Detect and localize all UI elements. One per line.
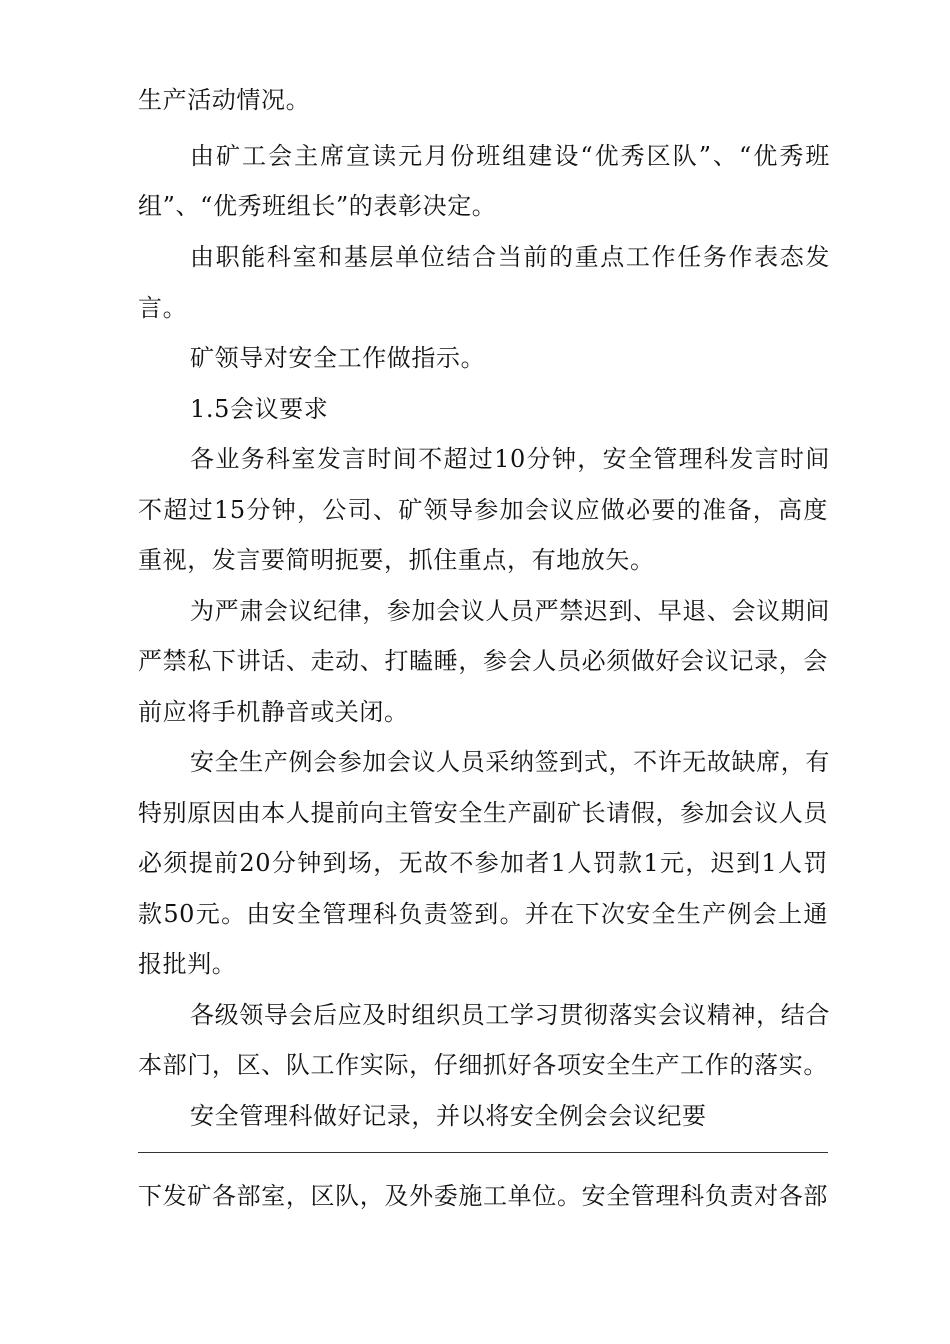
text-line-13: 前应将手机静音或关闭。 bbox=[138, 698, 409, 726]
text-line-6: 矿领导对安全工作做指示。 bbox=[190, 344, 486, 372]
text-line-17: 款50元。由安全管理科负责签到。并在下次安全生产例会上通 bbox=[138, 900, 828, 928]
text-line-18: 报批判。 bbox=[138, 950, 237, 978]
text-line-1: 生产活动情况。 bbox=[138, 86, 311, 114]
text-line-4: 由职能科室和基层单位结合当前的重点工作任务作表态发 bbox=[190, 243, 830, 271]
text-line-2: 由矿工会主席宣读元月份班组建设“优秀区队”、“优秀班 bbox=[190, 142, 830, 170]
text-line-10: 重视，发言要简明扼要，抓住重点，有地放矢。 bbox=[138, 546, 655, 574]
text-line-12: 严禁私下讲话、走动、打瞌睡，参会人员必须做好会议记录，会 bbox=[138, 647, 828, 675]
text-line-15: 特别原因由本人提前向主管安全生产副矿长请假，参加会议人员 bbox=[138, 799, 828, 827]
text-line-5: 言。 bbox=[138, 294, 188, 322]
text-line-8: 各业务科室发言时间不超过10分钟，安全管理科发言时间 bbox=[190, 445, 830, 473]
text-line-19: 各级领导会后应及时组织员工学习贯彻落实会议精神，结合 bbox=[190, 1001, 830, 1029]
text-line-9: 不超过15分钟，公司、矿领导参加会议应做必要的准备，高度 bbox=[138, 496, 828, 524]
section-heading: 1.5会议要求 bbox=[190, 395, 329, 423]
text-line-11: 为严肃会议纪律，参加会议人员严禁迟到、早退、会议期间 bbox=[190, 597, 830, 625]
text-line-3: 组”、“优秀班组长”的表彰决定。 bbox=[138, 192, 497, 220]
page-divider bbox=[138, 1152, 828, 1153]
text-line-20: 本部门，区、队工作实际，仔细抓好各项安全生产工作的落实。 bbox=[138, 1051, 828, 1079]
text-line-16: 必须提前20分钟到场，无故不参加者1人罚款1元，迟到1人罚 bbox=[138, 849, 828, 877]
text-line-22: 下发矿各部室，区队，及外委施工单位。安全管理科负责对各部 bbox=[138, 1182, 828, 1210]
text-line-14: 安全生产例会参加会议人员采纳签到式，不许无故缺席，有 bbox=[190, 748, 830, 776]
text-line-21: 安全管理科做好记录，并以将安全例会会议纪要 bbox=[190, 1102, 707, 1130]
